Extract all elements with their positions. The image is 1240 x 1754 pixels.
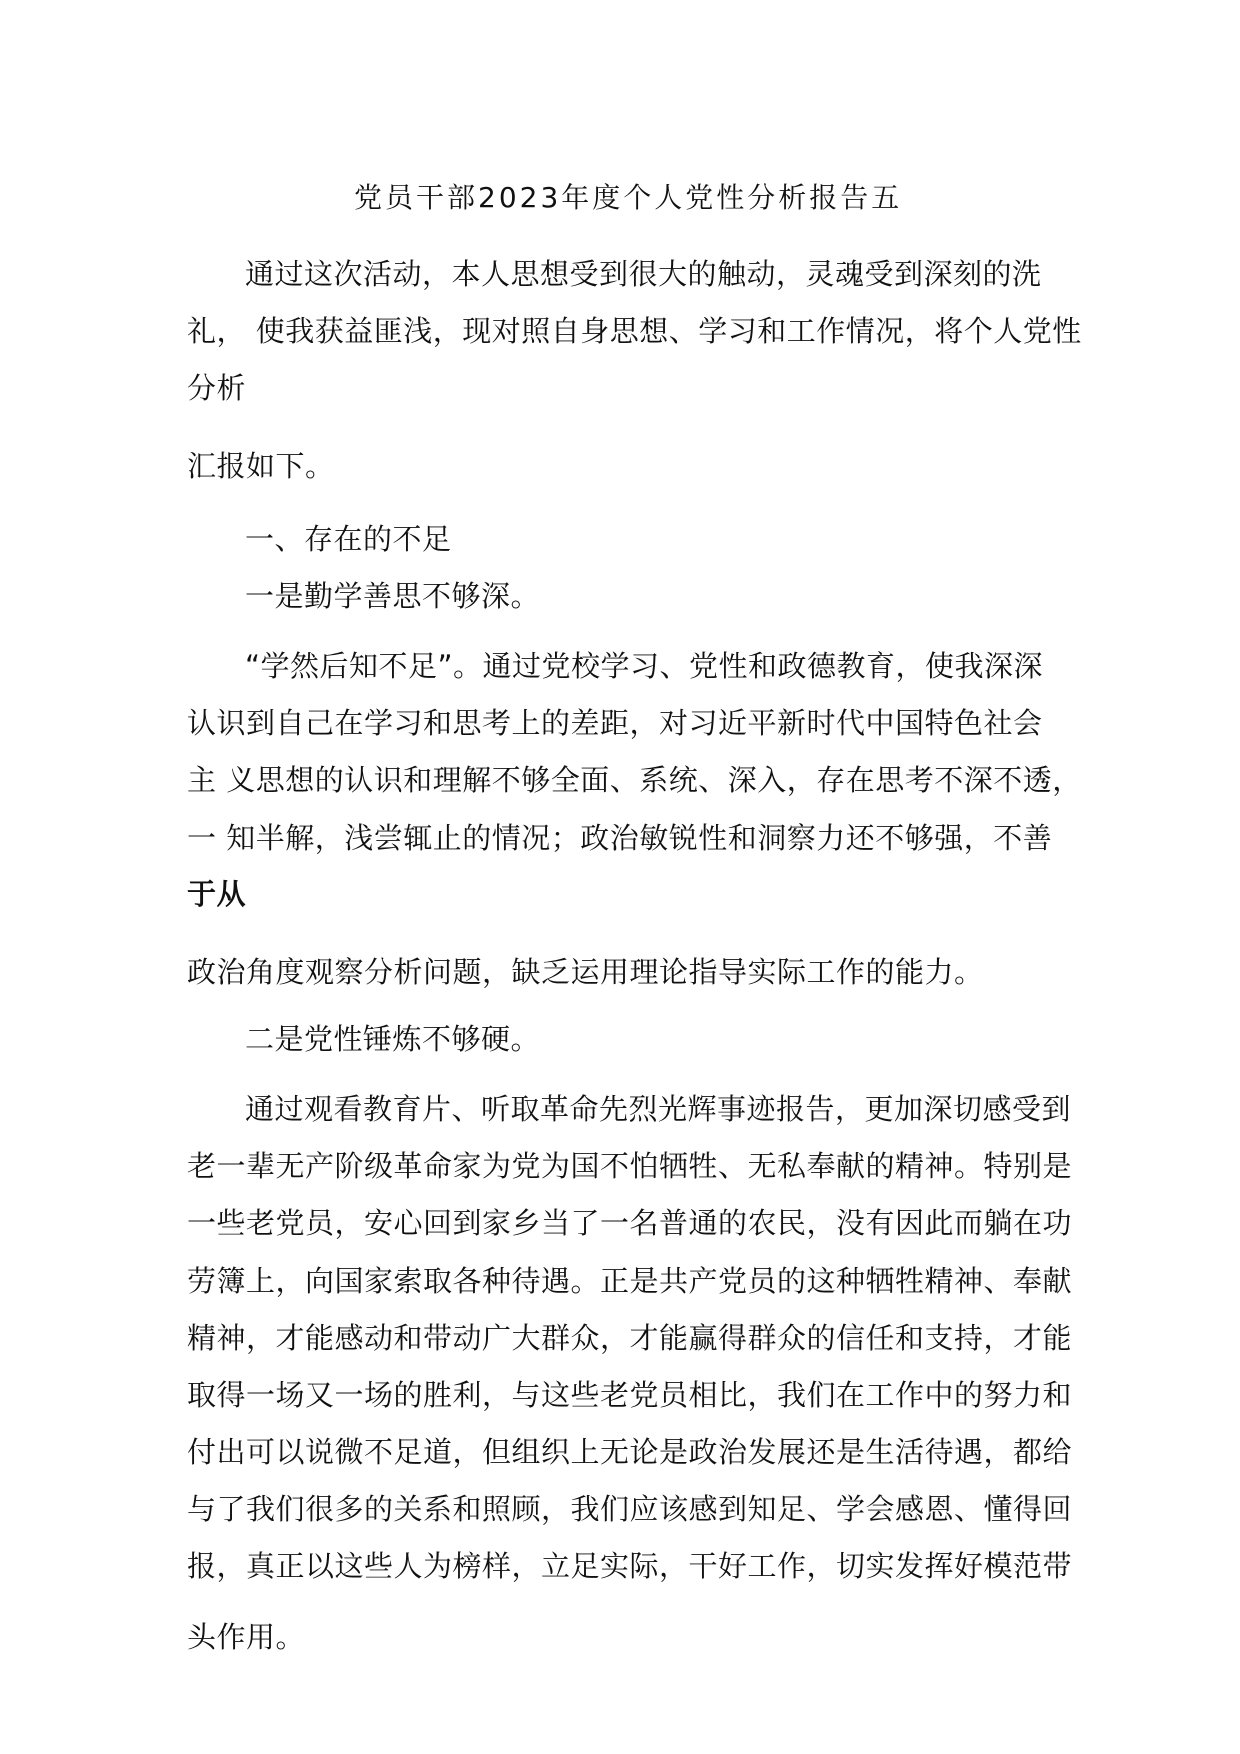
paragraph-line: 一些老党员，安心回到家乡当了一名普通的农民，没有因此而躺在功 [187, 1206, 1073, 1240]
paragraph-line: 取得一场又一场的胜利，与这些老党员相比，我们在工作中的努力和 [187, 1378, 1073, 1412]
paragraph-line: 精神，才能感动和带动广大群众，才能赢得群众的信任和支持，才能 [187, 1321, 1073, 1355]
document-title: 党员干部2023年度个人党性分析报告五 [354, 181, 903, 214]
paragraph-line: 头作用。 [187, 1620, 306, 1654]
paragraph-line: 一 知半解，浅尝辄止的情况；政治敏锐性和洞察力还不够强，不善 [187, 821, 1053, 855]
paragraph-line: 通过这次活动，本人思想受到很大的触动，灵魂受到深刻的洗 [245, 257, 1042, 291]
paragraph-line: 认识到自己在学习和思考上的差距，对习近平新时代中国特色社会 [187, 706, 1043, 740]
paragraph-line: 政治角度观察分析问题，缺乏运用理论指导实际工作的能力。 [187, 955, 984, 989]
paragraph-line: 于从 [187, 877, 247, 911]
paragraph-line: 礼， 使我获益匪浅，现对照自身思想、学习和工作情况，将个人党性 [187, 314, 1082, 348]
paragraph-line: 报，真正以这些人为榜样，立足实际，干好工作，切实发挥好模范带 [187, 1549, 1073, 1583]
subsection-heading: 二是党性锤炼不够硬。 [245, 1022, 541, 1056]
paragraph-line: 与了我们很多的关系和照顾，我们应该感到知足、学会感恩、懂得回 [187, 1492, 1073, 1526]
paragraph-line: 劳簿上，向国家索取各种待遇。正是共产党员的这种牺牲精神、奉献 [187, 1264, 1073, 1298]
paragraph-line: 老一辈无产阶级革命家为党为国不怕牺牲、无私奉献的精神。特别是 [187, 1149, 1073, 1183]
paragraph-line: 通过观看教育片、听取革命先烈光辉事迹报告，更加深切感受到 [245, 1092, 1072, 1126]
paragraph-line: 主 义思想的认识和理解不够全面、系统、深入，存在思考不深不透， [187, 763, 1082, 797]
section-heading: 一、存在的不足 [245, 522, 452, 556]
paragraph-line: 汇报如下。 [187, 449, 335, 483]
paragraph-line: 付出可以说微不足道，但组织上无论是政治发展还是生活待遇，都给 [187, 1435, 1073, 1469]
subsection-heading: 一是勤学善思不够深。 [245, 579, 541, 613]
paragraph-line: 分析 [187, 371, 247, 405]
paragraph-line: “学然后知不足”。通过党校学习、党性和政德教育，使我深深 [245, 649, 1044, 683]
